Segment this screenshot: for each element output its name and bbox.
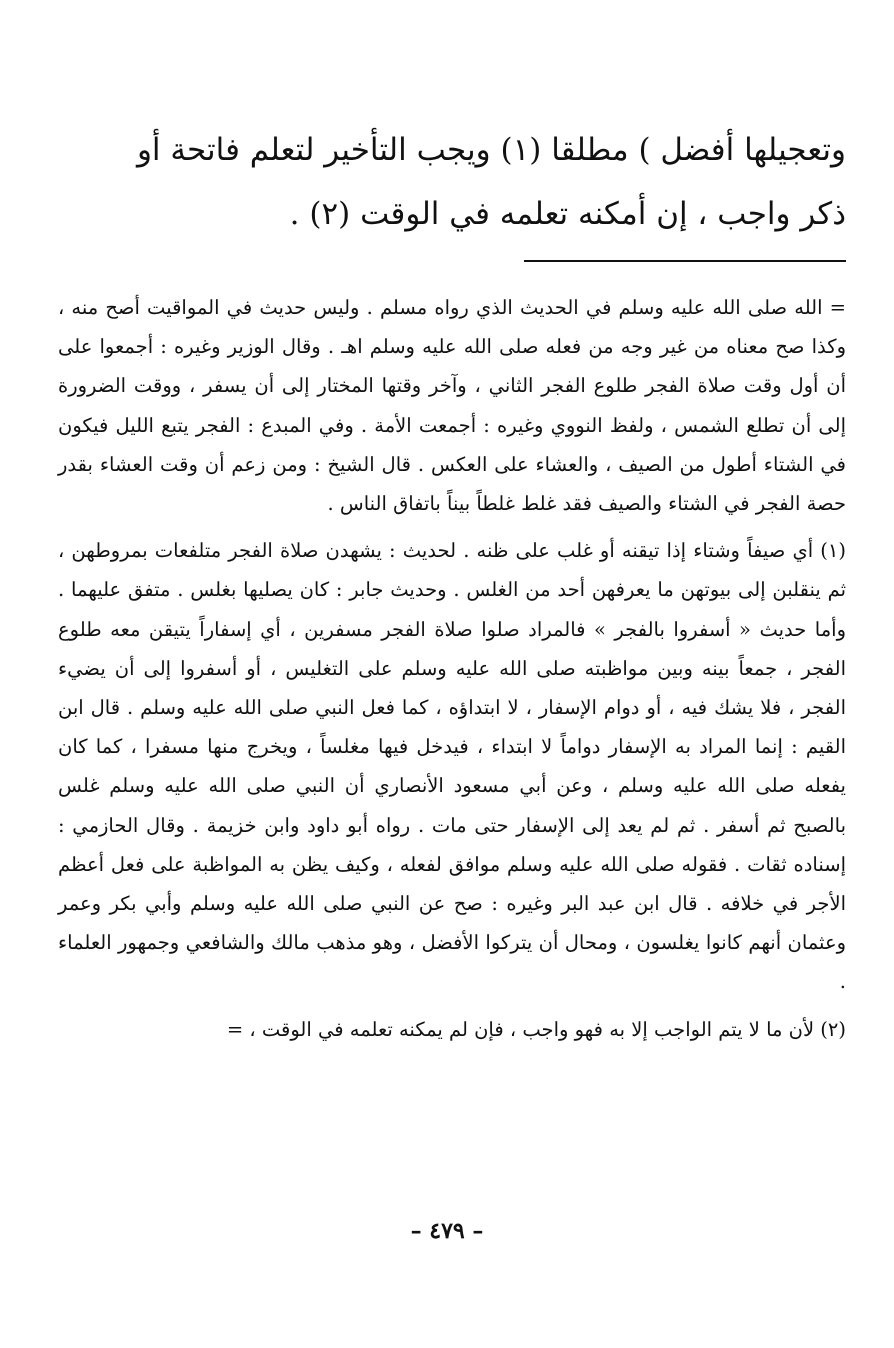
main-text [58,118,846,246]
footnote-divider [524,260,846,262]
footnotes [58,288,846,1049]
main-text-line-1: وتعجيلها أفضل ) مطلقا (١) ويجب التأخير لتعلم فاتحة أو [136,132,846,168]
footnote-continued: = الله صلى الله عليه وسلم في الحديث الذي رواه مسلم . وليس حديث في المواقيت أصح منه ، وكذا صح معناه من غير وجه من فعله صلى الله عليه وسلم اهـ . وقال الوزير وغيره : أجمعوا على أن أول وقت صلاة الفجر طلوع الفجر الثاني ، وآخر وقتها المختار إلى أن يسفر ، ووقت الضرورة إلى أن تطلع الشمس ، ولفظ النووي وغيره : أجمعت الأمة . وفي المبدع : الفجر يتبع الليل فيكون في الشتاء أطول من الصيف ، والعشاء على العكس . قال الشيخ : ومن زعم أن وقت العشاء بقدر حصة الفجر في الشتاء والصيف فقد غلط غلطاً بيناً باتفاق الناس . [58,296,846,516]
page-number: – ٤٧٩ – [410,1218,484,1244]
main-text-line-2: ذكر واجب ، إن أمكنه تعلمه في الوقت (٢) . [289,196,846,232]
footnote-1: (١) أي صيفاً وشتاء إذا تيقنه أو غلب على ظنه . لحديث : يشهدن صلاة الفجر متلفعات بمروطهن ، ثم ينقلبن إلى بيوتهن ما يعرفهن أحد من الغلس . وحديث جابر : كان يصليها بغلس . متفق عليهما . وأما حديث « أسفروا بالفجر » فالمراد صلوا صلاة الفجر مسفرين ، أي إسفاراً يتيقن معه طلوع الفجر ، جمعاً بينه وبين مواظبته صلى الله عليه وسلم على التغليس ، أو أسفروا إلى أن يضيء الفجر ، فلا يشك فيه ، أو دوام الإسفار ، لا ابتداؤه ، كما فعل النبي صلى الله عليه وسلم . قال ابن القيم : إنما المراد به الإسفار دواماً لا ابتداء ، فيدخل فيها مغلساً ، ويخرج منها مسفرا ، كما كان يفعله صلى الله عليه وسلم ، وعن أبي مسعود الأنصاري أن النبي صلى الله عليه وسلم غلس بالصبح ثم أسفر . ثم لم يعد إلى الإسفار حتى مات . رواه أبو داود وابن خزيمة . وقال الحازمي : إسناده ثقات . فقوله صلى الله عليه وسلم موافق لفعله ، وكيف يظن به المواظبة على فعل أعظم الأجر في خلافه . قال ابن عبد البر وغيره : صح عن النبي صلى الله عليه وسلم وأبي بكر وعمر وعثمان أنهم كانوا يغلسون ، ومحال أن يتركوا الأفضل ، وهو مذهب مالك والشافعي وجمهور العلماء . [58,539,846,994]
footnote-2: (٢) لأن ما لا يتم الواجب إلا به فهو واجب ، فإن لم يمكنه تعلمه في الوقت ، = [226,1017,846,1041]
